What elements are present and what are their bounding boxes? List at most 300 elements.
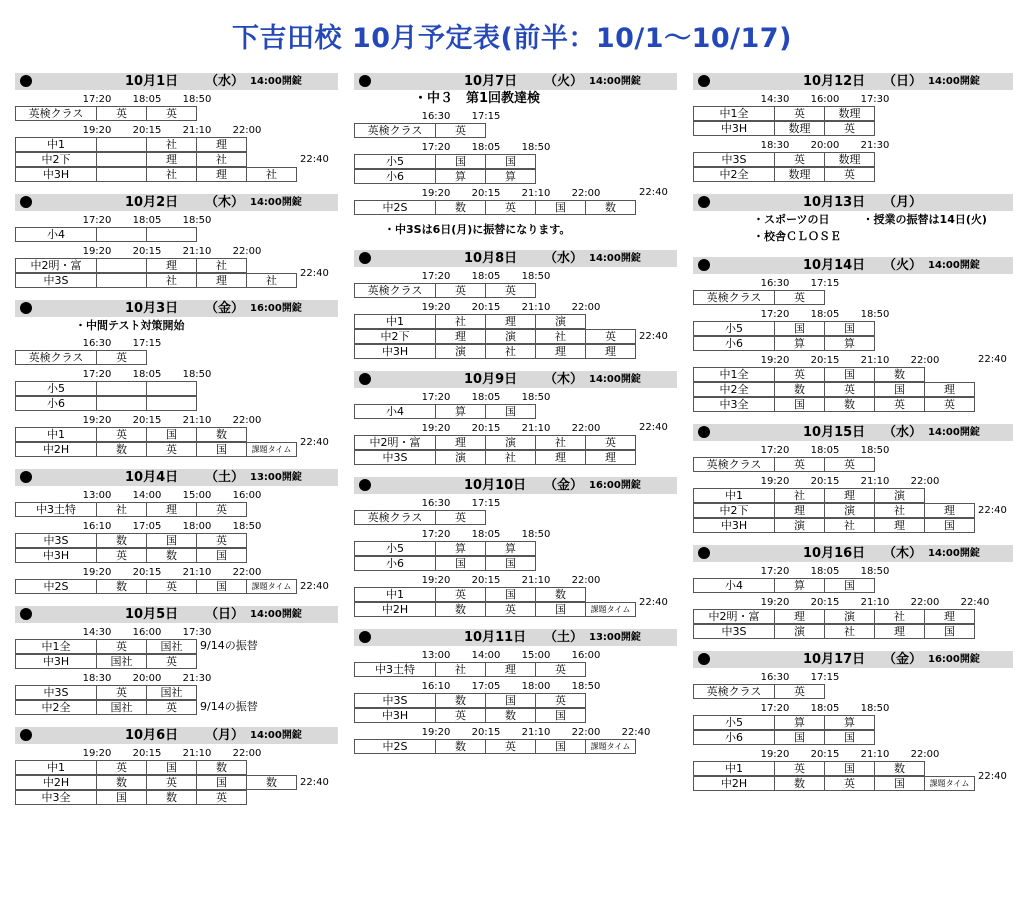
time-header: [693, 564, 1013, 578]
class-name: 小6: [693, 730, 775, 745]
subject-cell: 理: [485, 314, 536, 329]
subject-cell: [96, 152, 147, 167]
day-section: [693, 73, 1013, 182]
time-label: 22:00: [232, 567, 262, 578]
bullet-icon: [359, 373, 371, 385]
class-name: 中3S: [15, 685, 97, 700]
time-label: 22:00: [571, 423, 601, 434]
time-label: 22:00: [571, 575, 601, 586]
time-header: [693, 443, 1013, 457]
subject-cell: 理: [535, 450, 586, 465]
time-label: 18:05: [810, 309, 840, 320]
end-time: 22:40: [300, 267, 329, 279]
subject-cell: 理: [146, 258, 197, 273]
day-section: [15, 469, 338, 594]
time-block: [354, 573, 677, 617]
class-name: 中3H: [15, 548, 97, 563]
time-label: 22:00: [571, 302, 601, 313]
end-time: 22:40: [300, 154, 329, 165]
day-note: ・中３ 第1回教達検: [414, 91, 541, 106]
day-weekday: （水）: [883, 425, 923, 440]
table-row: [693, 518, 1013, 533]
bullet-icon: [698, 196, 710, 208]
time-header: [354, 573, 677, 587]
subject-cell: [96, 227, 147, 242]
class-name: 小4: [15, 227, 97, 242]
opening-time: 16:00開錠: [928, 654, 980, 665]
subject-cell: 国: [535, 739, 586, 754]
subject-cell: 理: [535, 344, 586, 359]
day-weekday: （日）: [883, 74, 923, 89]
time-block: [693, 564, 1013, 593]
time-header: [15, 413, 338, 427]
subject-cell: 英: [924, 397, 975, 412]
day-date: 10月3日: [125, 301, 179, 316]
time-block: [693, 353, 1013, 412]
table-row: [15, 502, 338, 517]
subject-cell: 社: [535, 329, 586, 344]
time-label: 22:00: [910, 355, 940, 366]
subject-cell: 算: [435, 541, 486, 556]
time-label: 19:20: [421, 727, 451, 738]
subject-cell: 英: [774, 684, 825, 699]
time-block: [15, 488, 338, 517]
time-label: 21:10: [182, 246, 212, 257]
table-row: [354, 739, 677, 754]
time-label: 20:15: [810, 597, 840, 608]
subject-cell: 英: [585, 329, 636, 344]
time-label: 18:05: [471, 529, 501, 540]
subject-cell: 算: [485, 541, 536, 556]
subject-cell: 国: [96, 790, 147, 805]
day-weekday: （木）: [883, 546, 923, 561]
time-header: [693, 474, 1013, 488]
time-header: [693, 307, 1013, 321]
table-row: [354, 154, 677, 169]
time-label: 18:50: [521, 529, 551, 540]
time-block: [693, 92, 1013, 136]
class-name: 英検クラス: [354, 510, 436, 525]
time-block: [354, 527, 677, 571]
day-section: [354, 629, 677, 754]
subject-cell: 国: [824, 321, 875, 336]
time-header: [354, 269, 677, 283]
time-label: 18:30: [82, 673, 112, 684]
opening-time: 14:00開錠: [250, 76, 302, 87]
subject-cell: 社: [824, 624, 875, 639]
time-label: 22:40: [621, 727, 651, 738]
subject-cell: 理: [874, 518, 925, 533]
time-label: 17:20: [760, 566, 790, 577]
subject-cell: 数: [96, 533, 147, 548]
class-name: 中2明・富: [354, 435, 436, 450]
day-date: 10月15日: [803, 425, 866, 440]
time-header: [354, 390, 677, 404]
subject-cell: 演: [485, 435, 536, 450]
table-row: [15, 639, 338, 654]
time-label: 22:00: [232, 415, 262, 426]
time-label: 16:30: [760, 672, 790, 683]
time-header: [693, 747, 1013, 761]
table-row: [693, 290, 1013, 305]
time-label: 15:00: [182, 490, 212, 501]
class-name: 中3S: [15, 533, 97, 548]
subject-cell: [96, 381, 147, 396]
subject-cell: 数: [435, 200, 486, 215]
bullet-icon: [698, 75, 710, 87]
subject-cell: 社: [246, 273, 297, 288]
bullet-icon: [698, 426, 710, 438]
table-row: [693, 167, 1013, 182]
end-time: 22:40: [639, 422, 668, 433]
subject-cell: 数: [874, 761, 925, 776]
class-name: 英検クラス: [693, 684, 775, 699]
subject-cell: 英: [485, 739, 536, 754]
subject-cell: [146, 396, 197, 411]
subject-cell: 国: [924, 518, 975, 533]
table-row: [693, 624, 1013, 639]
subject-cell: 英: [96, 685, 147, 700]
subject-cell: 英: [96, 760, 147, 775]
table-row: [15, 654, 338, 669]
time-label: 17:20: [82, 369, 112, 380]
time-header: [693, 701, 1013, 715]
time-label: 18:50: [232, 521, 262, 532]
subject-cell: 数: [196, 427, 247, 442]
time-label: 18:05: [132, 215, 162, 226]
class-name: 小5: [354, 154, 436, 169]
end-time: 22:40: [639, 331, 668, 342]
class-name: 小6: [354, 556, 436, 571]
time-label: 18:50: [182, 215, 212, 226]
time-label: 18:05: [471, 271, 501, 282]
day-header: [15, 73, 338, 90]
time-label: 14:30: [82, 627, 112, 638]
day-date: 10月12日: [803, 74, 866, 89]
time-label: 17:05: [471, 681, 501, 692]
class-name: 中1: [354, 587, 436, 602]
time-header: [354, 300, 677, 314]
subject-cell: 算: [485, 169, 536, 184]
time-header: [693, 595, 1013, 609]
subject-cell: 数: [146, 790, 197, 805]
subject-cell: 数: [535, 587, 586, 602]
subject-cell: 英: [485, 602, 536, 617]
subject-cell: [96, 396, 147, 411]
time-label: 17:15: [810, 672, 840, 683]
day-note: ・スポーツの日 ・授業の振替は14日(火): [753, 213, 987, 226]
class-name: 小4: [693, 578, 775, 593]
subject-cell: 国: [485, 154, 536, 169]
class-name: 英検クラス: [693, 290, 775, 305]
subject-cell: 社: [485, 450, 536, 465]
time-header: [15, 123, 338, 137]
subject-cell: 国: [874, 776, 925, 791]
day-date: 10月1日: [125, 74, 179, 89]
class-name: 中2明・富: [15, 258, 97, 273]
table-row: [693, 715, 1013, 730]
table-row: [693, 152, 1013, 167]
subject-cell: 演: [874, 488, 925, 503]
day-after-note: ・中3Sは6日(月)に振替になります。: [384, 223, 571, 236]
time-block: [15, 519, 338, 563]
bullet-icon: [20, 75, 32, 87]
end-time: 22:40: [639, 187, 668, 198]
time-label: 20:15: [471, 188, 501, 199]
time-label: 20:15: [471, 302, 501, 313]
time-label: 21:30: [860, 140, 890, 151]
opening-time: 16:00開錠: [589, 480, 641, 491]
time-block: [354, 140, 677, 184]
subject-cell: [96, 167, 147, 182]
subject-cell: 課題タイム: [924, 776, 975, 791]
class-name: 中2明・富: [693, 609, 775, 624]
class-name: 中2H: [693, 776, 775, 791]
subject-cell: 国: [874, 382, 925, 397]
subject-cell: 英: [824, 121, 875, 136]
table-row: [354, 708, 677, 723]
time-header: [15, 565, 338, 579]
table-row: [354, 435, 677, 450]
subject-cell: 英: [874, 397, 925, 412]
time-label: 21:30: [182, 673, 212, 684]
day-date: 10月9日: [464, 372, 518, 387]
class-name: 中3土特: [15, 502, 97, 517]
table-row: [693, 776, 1013, 791]
subject-cell: 演: [824, 503, 875, 518]
subject-cell: 理: [585, 450, 636, 465]
time-label: 18:50: [182, 369, 212, 380]
subject-cell: 英: [146, 775, 197, 790]
subject-cell: 理: [485, 662, 536, 677]
bullet-icon: [359, 75, 371, 87]
subject-cell: 英: [435, 510, 486, 525]
subject-cell: 英: [774, 457, 825, 472]
subject-cell: 数: [485, 708, 536, 723]
end-time: 22:40: [300, 581, 329, 592]
class-name: 中3全: [693, 397, 775, 412]
subject-cell: 英: [774, 152, 825, 167]
time-label: 20:15: [132, 246, 162, 257]
time-label: 20:15: [810, 355, 840, 366]
day-weekday: （木）: [544, 372, 584, 387]
time-label: 18:00: [182, 521, 212, 532]
subject-cell: 課題タイム: [585, 602, 636, 617]
bullet-icon: [20, 729, 32, 741]
time-label: 18:50: [860, 566, 890, 577]
table-row: [15, 258, 338, 273]
time-label: 20:15: [132, 748, 162, 759]
subject-cell: 国: [196, 579, 247, 594]
time-block: [354, 269, 677, 298]
bullet-icon: [698, 259, 710, 271]
time-label: 21:10: [521, 727, 551, 738]
opening-time: 16:00開錠: [250, 303, 302, 314]
time-label: 16:00: [232, 490, 262, 501]
table-row: [354, 450, 677, 465]
subject-cell: 国社: [146, 639, 197, 654]
schedule-column-1: [15, 73, 338, 817]
time-label: 20:15: [132, 567, 162, 578]
subject-cell: 課題タイム: [585, 739, 636, 754]
time-label: 21:10: [860, 476, 890, 487]
subject-cell: 英: [435, 123, 486, 138]
time-label: 16:00: [132, 627, 162, 638]
subject-cell: 国: [485, 693, 536, 708]
subject-cell: 国: [824, 367, 875, 382]
time-label: 16:00: [571, 650, 601, 661]
time-label: 19:20: [421, 423, 451, 434]
time-label: 21:10: [521, 188, 551, 199]
subject-cell: 算: [435, 169, 486, 184]
class-name: 中1全: [693, 106, 775, 121]
page-title: 下吉田校 10月予定表(前半：10/1～10/17): [232, 23, 792, 54]
subject-cell: 理: [146, 152, 197, 167]
table-row: [354, 344, 677, 359]
time-label: 20:15: [132, 415, 162, 426]
day-date: 10月2日: [125, 195, 179, 210]
subject-cell: 英: [196, 502, 247, 517]
table-row: [15, 775, 338, 790]
time-label: 21:10: [860, 597, 890, 608]
time-label: 18:05: [471, 142, 501, 153]
table-row: [693, 488, 1013, 503]
subject-cell: 社: [774, 488, 825, 503]
day-header: [354, 371, 677, 388]
time-label: 16:10: [82, 521, 112, 532]
time-label: 16:30: [82, 338, 112, 349]
table-row: [693, 121, 1013, 136]
time-label: 17:20: [760, 309, 790, 320]
subject-cell: 英: [96, 350, 147, 365]
end-time: 22:40: [978, 770, 1007, 782]
day-section: [693, 194, 1013, 245]
class-name: 小5: [354, 541, 436, 556]
schedule-column-3: [693, 73, 1013, 803]
subject-cell: 理: [196, 273, 247, 288]
class-name: 中1: [15, 137, 97, 152]
subject-cell: 理: [435, 435, 486, 450]
subject-cell: 英: [146, 579, 197, 594]
time-header: [354, 648, 677, 662]
subject-cell: 課題タイム: [246, 579, 297, 594]
time-label: 16:10: [421, 681, 451, 692]
subject-cell: 英: [435, 587, 486, 602]
time-label: 18:50: [860, 445, 890, 456]
time-label: 17:20: [82, 94, 112, 105]
time-header: [354, 679, 677, 693]
time-block: [15, 336, 338, 365]
table-row: [354, 556, 677, 571]
schedule-column-2: [354, 73, 677, 766]
subject-cell: 演: [435, 450, 486, 465]
subject-cell: 数理: [774, 167, 825, 182]
day-header: [693, 73, 1013, 90]
table-row: [15, 350, 338, 365]
subject-cell: 数: [96, 442, 147, 457]
end-time: 22:40: [300, 777, 329, 788]
time-block: [15, 625, 338, 669]
time-label: 20:00: [810, 140, 840, 151]
subject-cell: 国: [196, 548, 247, 563]
time-block: [693, 747, 1013, 791]
day-date: 10月17日: [803, 652, 866, 667]
subject-cell: 英: [196, 790, 247, 805]
time-block: [354, 421, 677, 465]
subject-cell: 国: [146, 760, 197, 775]
table-row: [693, 367, 1013, 382]
time-label: 19:20: [760, 476, 790, 487]
class-name: 中1: [693, 761, 775, 776]
day-weekday: （土）: [205, 470, 245, 485]
class-name: 中3土特: [354, 662, 436, 677]
bullet-icon: [698, 653, 710, 665]
time-label: 22:00: [232, 246, 262, 257]
opening-time: 14:00開錠: [928, 260, 980, 271]
time-header: [354, 186, 677, 200]
day-weekday: （金）: [544, 478, 584, 493]
time-label: 18:05: [810, 445, 840, 456]
subject-cell: 国: [196, 775, 247, 790]
subject-cell: 演: [774, 624, 825, 639]
class-name: 中2下: [15, 152, 97, 167]
table-row: [354, 404, 677, 419]
time-block: [693, 307, 1013, 351]
table-row: [693, 336, 1013, 351]
time-header: [354, 109, 677, 123]
day-header: [693, 545, 1013, 562]
time-block: [354, 648, 677, 677]
subject-cell: 社: [146, 137, 197, 152]
time-block: [354, 496, 677, 525]
subject-cell: 演: [774, 518, 825, 533]
subject-cell: 演: [435, 344, 486, 359]
day-section: [15, 194, 338, 288]
day-section: [15, 73, 338, 182]
time-label: 22:00: [910, 597, 940, 608]
time-label: 16:30: [760, 278, 790, 289]
class-name: 中1全: [693, 367, 775, 382]
time-label: 18:00: [521, 681, 551, 692]
bullet-icon: [20, 196, 32, 208]
day-header: [15, 469, 338, 486]
class-name: 中3H: [354, 708, 436, 723]
time-block: [693, 276, 1013, 305]
class-name: 中3全: [15, 790, 97, 805]
subject-cell: 英: [485, 200, 536, 215]
subject-cell: 英: [824, 776, 875, 791]
time-label: 13:00: [421, 650, 451, 661]
time-label: 19:20: [82, 415, 112, 426]
subject-cell: 国: [774, 397, 825, 412]
time-block: [693, 474, 1013, 533]
subject-cell: 英: [146, 106, 197, 121]
subject-cell: 数: [874, 367, 925, 382]
subject-cell: 数理: [774, 121, 825, 136]
time-label: 18:50: [571, 681, 601, 692]
class-name: 小5: [15, 381, 97, 396]
subject-cell: 社: [874, 503, 925, 518]
day-weekday: （日）: [205, 607, 245, 622]
table-row: [354, 200, 677, 215]
time-label: 14:00: [132, 490, 162, 501]
day-header: [15, 606, 338, 623]
subject-cell: 理: [146, 502, 197, 517]
time-header: [15, 213, 338, 227]
class-name: 小6: [15, 396, 97, 411]
subject-cell: 数: [146, 548, 197, 563]
subject-cell: 社: [196, 258, 247, 273]
